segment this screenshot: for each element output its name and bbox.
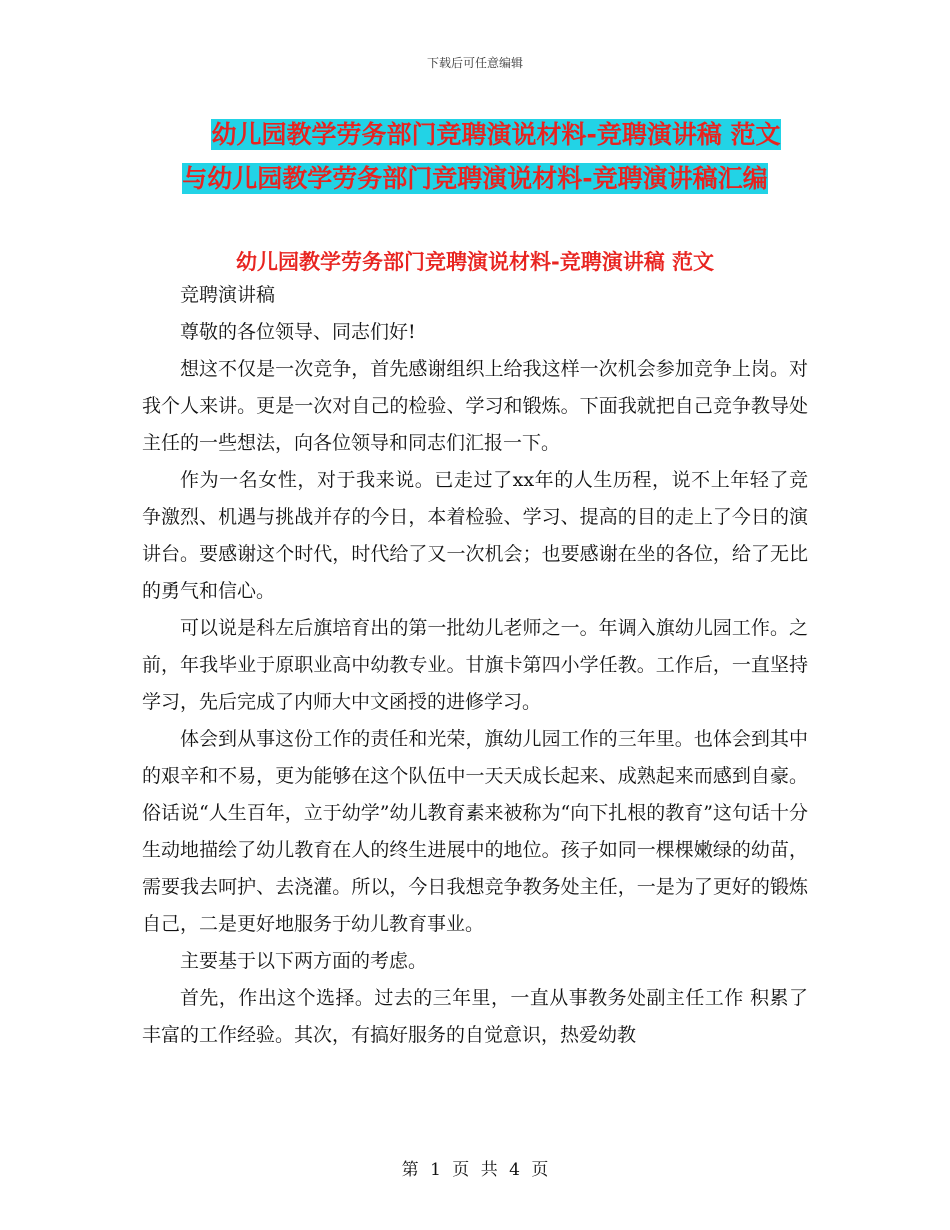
- page-footer: 第 1 页 共 4 页: [401, 1160, 549, 1180]
- title-line-1: 幼儿园教学劳务部门竞聘演说材料-竞聘演讲稿 范文: [211, 120, 781, 149]
- paragraph-3: 作为一名女性，对于我来说。已走过了xx年的人生历程，说不上年轻了竞争激烈、机遇与挑战并存的今日，本着检验、学习、提高的目的走上了今日的演讲台。要感谢这个时代，时代给了又一次机会；也要感谢在坐的各位，给了无比的勇气和信心。: [142, 469, 808, 602]
- section-title: 幼儿园教学劳务部门竞聘演说材料-竞聘演讲稿 范文: [235, 250, 715, 274]
- paragraph-6: 主要基于以下两方面的考虑。: [180, 950, 428, 972]
- paragraph-5: 体会到从事这份工作的责任和光荣，旗幼儿园工作的三年里。也体会到其中的艰辛和不易，更为能够在这个队伍中一天天成长起来、成熟起来而感到自豪。俗话说“人生百年，立于幼学”幼儿教育素来被称为“向下扎根的教育”这句话十分生动地描绘了幼儿教育在人的终生进展中的地位。孩子如同一棵棵嫩绿的幼苗，需要我去呵护、去浇灌。所以，今日我想竞争教务处主任，一是为了更好的锻炼自己，二是更好地服务于幼儿教育事业。: [142, 728, 808, 935]
- paragraph-1: 尊敬的各位领导、同志们好!: [180, 321, 416, 343]
- body-label: 竞聘演讲稿: [180, 284, 276, 306]
- document-title: [0, 113, 950, 201]
- paragraph-7: 首先，作出这个选择。过去的三年里，一直从事教务处副主任工作 积累了丰富的工作经验。其次，有搞好服务的自觉意识，热爱幼教: [142, 987, 808, 1046]
- paragraph-4: 可以说是科左后旗培育出的第一批幼儿老师之一。年调入旗幼儿园工作。之前，年我毕业于原职业高中幼教专业。甘旗卡第四小学任教。工作后，一直坚持学习，先后完成了内师大中文函授的进修学习。: [142, 617, 808, 713]
- header-note: 下载后可任意编辑: [426, 56, 523, 70]
- paragraph-2: 想这不仅是一次竞争，首先感谢组织上给我这样一次机会参加竞争上岗。对我个人来讲。更是一次对自己的检验、学习和锻炼。下面我就把自己竞争教导处主任的一些想法，向各位领导和同志们汇报一下。: [142, 358, 808, 454]
- document-body: [142, 277, 808, 1054]
- title-line-2: 与幼儿园教学劳务部门竞聘演说材料-竞聘演讲稿汇编: [182, 164, 768, 193]
